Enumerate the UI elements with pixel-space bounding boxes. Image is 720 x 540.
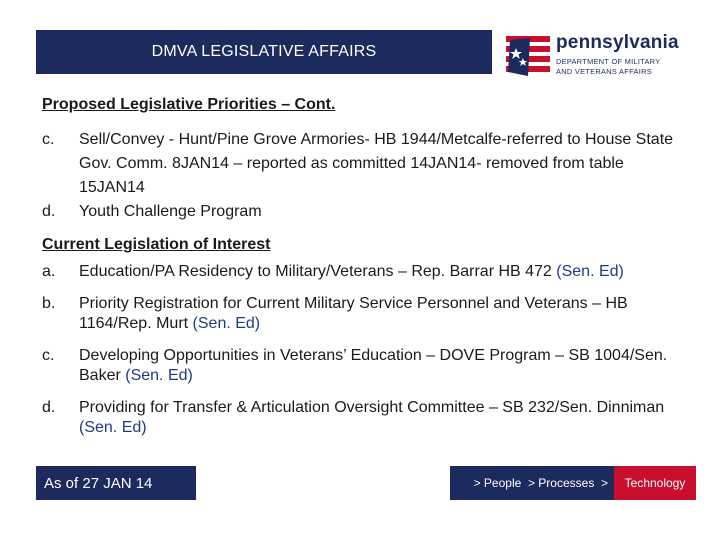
list-item [42, 398, 682, 438]
section-heading-priorities: Proposed Legislative Priorities – Cont. [42, 96, 336, 113]
list-item-text: Sell/Convey - Hunt/Pine Grove Armories- HB 1944/Metcalfe-referred to House State Gov. Comm. 8JAN14 – reported as committed 14JAN14- removed from table 15JAN14 [79, 131, 674, 196]
list-item-text: Developing Opportunities in Veterans’ Education – DOVE Program – SB 1004/Sen. Baker [79, 347, 668, 384]
committee-tag: (Sen. Ed) [556, 263, 624, 280]
footer-technology: Technology [624, 476, 686, 490]
list-item [42, 128, 682, 200]
legislation-list [42, 262, 682, 450]
list-marker: a. [42, 263, 56, 280]
header-bar [36, 30, 492, 74]
list-marker: b. [42, 295, 56, 312]
list-marker: c. [42, 347, 55, 364]
list-item-text: Providing for Transfer & Articulation Oversight Committee – SB 232/Sen. Dinniman [79, 399, 665, 416]
list-item-text: Priority Registration for Current Military Service Personnel and Veterans – HB 1164/Rep. Murt [79, 295, 628, 332]
logo-title: pennsylvania [556, 32, 679, 53]
list-item [42, 200, 682, 224]
list-marker: c. [42, 131, 55, 148]
pa-flag-icon [504, 32, 552, 80]
pennsylvania-logo [504, 30, 694, 82]
header-title: DMVA LEGISLATIVE AFFAIRS [151, 43, 377, 60]
committee-tag: (Sen. Ed) [79, 419, 147, 436]
list-item [42, 262, 682, 282]
footer-date: As of 27 JAN 14 [44, 474, 153, 492]
footer-technology-bar [614, 466, 696, 500]
committee-tag: (Sen. Ed) [125, 367, 193, 384]
footer-date-bar [36, 466, 196, 500]
logo-subtitle: DEPARTMENT OF MILITARY AND VETERANS AFFAIRS [556, 57, 661, 76]
list-marker: d. [42, 399, 56, 416]
list-item [42, 294, 682, 334]
list-item-text: Education/PA Residency to Military/Veterans – Rep. Barrar HB 472 [79, 263, 557, 280]
priorities-list [42, 128, 682, 224]
footer-tagline-bar [450, 466, 614, 500]
committee-tag: (Sen. Ed) [192, 315, 261, 332]
list-item-text: Youth Challenge Program [79, 203, 262, 220]
section-heading-legislation: Current Legislation of Interest [42, 236, 271, 253]
list-marker: d. [42, 203, 56, 220]
list-item [42, 346, 682, 386]
footer-tagline: > People > Processes > [473, 476, 608, 490]
